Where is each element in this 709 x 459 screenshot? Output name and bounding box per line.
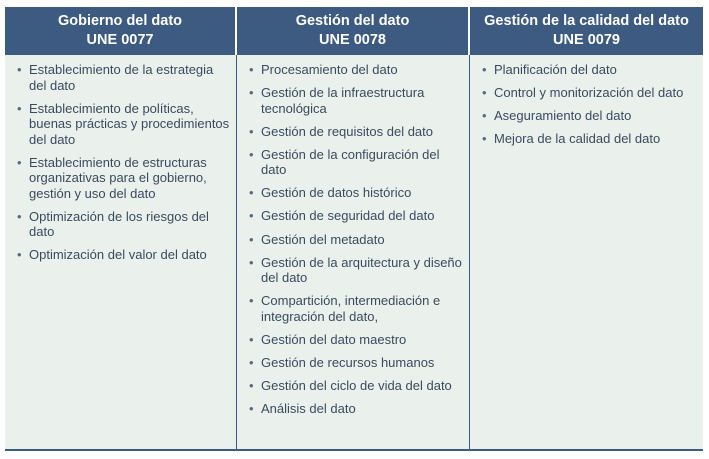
list-item: • Procesamiento del dato: [249, 62, 463, 78]
list-item: • Gestión de la arquitectura y diseño del dato: [249, 255, 463, 286]
header-gobierno: [5, 7, 237, 55]
list-item: • Gestión de requisitos del dato: [249, 124, 463, 140]
column-calidad: [470, 55, 703, 449]
list-item: • Gestión del metadato: [249, 232, 463, 248]
list-item: • Optimización del valor del dato: [17, 247, 230, 263]
list-item: • Establecimiento de estructuras organizativas para el gobierno, gestión y uso del dato: [17, 155, 230, 202]
list-item: • Establecimiento de la estrategia del dato: [17, 62, 230, 93]
list-item: • Gestión de seguridad del dato: [249, 208, 463, 224]
list-item: • Mejora de la calidad del dato: [482, 131, 697, 147]
list-item: • Control y monitorización del dato: [482, 85, 697, 101]
list-item: • Análisis del dato: [249, 401, 463, 417]
column-title: Gestión de la calidad del dato: [484, 13, 689, 29]
list-item: • Aseguramiento del dato: [482, 108, 697, 124]
table-header-row: [5, 7, 703, 55]
list-item: • Gestión de recursos humanos: [249, 355, 463, 371]
list-item: • Gestión del ciclo de vida del dato: [249, 378, 463, 394]
column-code: UNE 0077: [86, 32, 154, 48]
list-item: • Planificación del dato: [482, 62, 697, 78]
list-item: • Optimización de los riesgos del dato: [17, 209, 230, 240]
list-item: • Gestión del dato maestro: [249, 332, 463, 348]
column-gobierno: [5, 55, 237, 449]
list-item: • Gestión de la infraestructura tecnológica: [249, 85, 463, 116]
column-code: UNE 0079: [553, 32, 620, 48]
gestion-list: [249, 62, 463, 417]
list-item: • Establecimiento de políticas, buenas prácticas y procedimientos del dato: [17, 101, 230, 148]
une-standards-table: [5, 7, 703, 451]
table-body-row: [5, 55, 703, 451]
column-gestion: [237, 55, 470, 449]
list-item: • Gestión de la configuración del dato: [249, 147, 463, 178]
header-gestion: [237, 7, 470, 55]
header-calidad: [470, 7, 703, 55]
column-code: UNE 0078: [319, 32, 386, 48]
list-item: • Gestión de datos histórico: [249, 185, 463, 201]
column-title: Gestión del dato: [295, 13, 410, 29]
gobierno-list: [17, 62, 230, 263]
column-title: Gobierno del dato: [57, 13, 183, 29]
calidad-list: [482, 62, 697, 147]
list-item: • Compartición, intermediación e integración del dato,: [249, 293, 463, 324]
